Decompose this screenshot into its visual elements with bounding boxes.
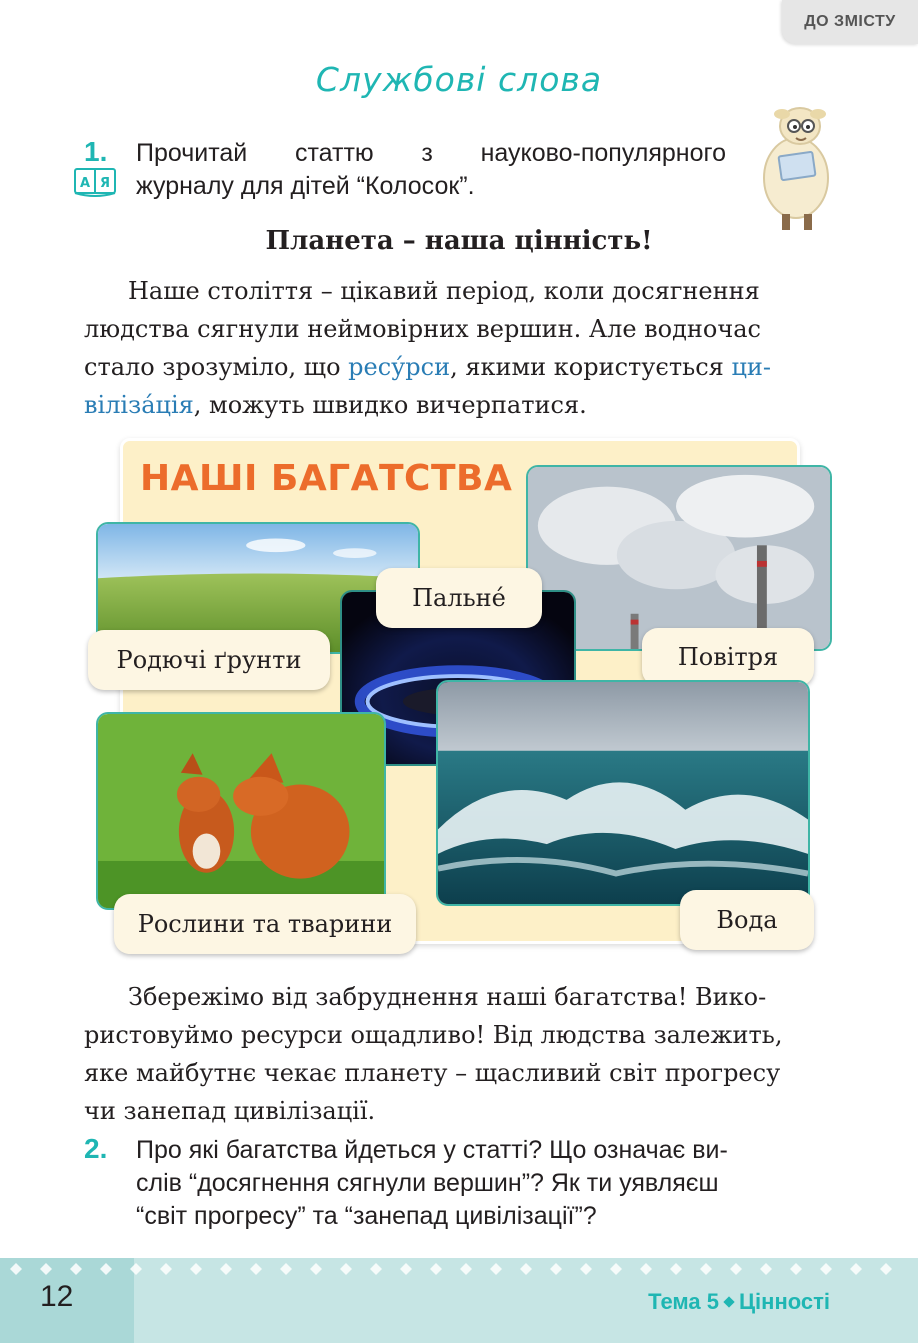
topic-name: Цінності (738, 1289, 830, 1314)
label-air: Повітря (642, 628, 814, 686)
topic-number: Тема 5 (648, 1289, 719, 1314)
water-photo (436, 680, 810, 906)
paragraph-2-line-4: чи занепад цивілізації. (84, 1097, 376, 1125)
svg-text:Я: Я (99, 176, 111, 191)
term-civilization-part-1[interactable]: ци- (731, 353, 771, 381)
text: , якими користується (450, 353, 732, 381)
label-soil: Родючі ґрунти (88, 630, 330, 690)
label-fuel: Пальне́ (376, 568, 542, 628)
text: стало зрозуміло, що (84, 353, 349, 381)
term-civilization-part-2[interactable]: віліза́ція (84, 391, 194, 419)
task-1-line-1: Прочитай статтю з науково-популярного (136, 139, 726, 167)
paragraph-1-line-3 (84, 348, 836, 386)
article-title: Планета – наша цінність! (265, 226, 653, 256)
paragraph-2-line-1: Збережімо від забруднення наші багатства! Вико- (128, 983, 767, 1011)
article-paragraph-1 (84, 272, 836, 424)
paragraph-1-line-2: людства сягнули неймовірних вершин. Але водночас (84, 315, 761, 343)
task-2-line-2: слів “досягнення сягнули вершин”? Як ти уявляєш (136, 1169, 719, 1197)
page-number: 12 (40, 1280, 74, 1313)
paragraph-1-line-4 (84, 386, 836, 424)
task-2-number: 2. (84, 1133, 108, 1164)
page-title: Службові слова (315, 60, 603, 99)
task-2-line-1: Про які багатства йдеться у статті? Що означає ви- (136, 1136, 728, 1164)
footer-topic (648, 1289, 830, 1315)
svg-text:А: А (79, 176, 91, 191)
label-water: Вода (680, 890, 814, 950)
term-resources[interactable]: ресу́рси (348, 353, 451, 381)
paragraph-2-line-3: яке майбутнє чекає планету – щасливий світ прогресу (84, 1059, 781, 1087)
nature-photo (96, 712, 386, 910)
diamond-separator-icon (723, 1296, 734, 1307)
text: , можуть швидко вичерпатися. (193, 391, 587, 419)
sheep-mascot-icon (760, 96, 840, 236)
toc-tab[interactable]: ДО ЗМІСТУ (782, 0, 918, 44)
task-1-text (136, 137, 726, 203)
reading-book-icon (74, 168, 116, 198)
task-2-text (136, 1134, 836, 1233)
task-1-line-2: журналу для дітей “Колосок”. (136, 172, 475, 200)
task-1-number: 1. (84, 136, 108, 167)
panel-title: НАШІ БАГАТСТВА (140, 458, 513, 499)
task-2-line-3: “світ прогресу” та “занепад цивілізації”? (136, 1202, 597, 1230)
paragraph-1-line-1: Наше століття – цікавий період, коли досягнення (128, 277, 760, 305)
paragraph-2-line-2: ристовуймо ресурси ощадливо! Від людства залежить, (84, 1021, 783, 1049)
ornament-border-icon (0, 1258, 918, 1280)
article-paragraph-2 (84, 978, 836, 1130)
label-nature: Рослини та тварини (114, 894, 416, 954)
